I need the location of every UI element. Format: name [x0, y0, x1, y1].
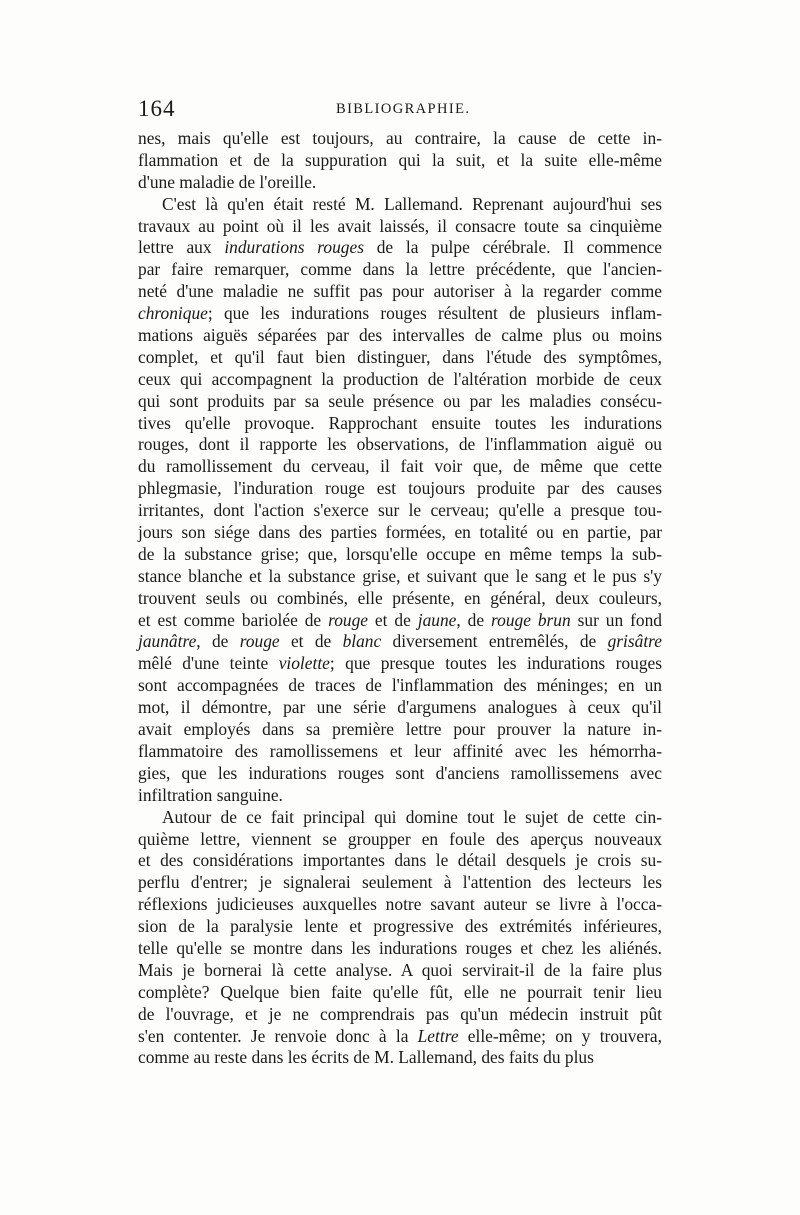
- text-line: sion de la paralysie lente et progressive des extrémités inférieures,: [138, 916, 662, 937]
- text-line: lettre aux indurations rouges de la pulpe cérébrale. Il commence: [138, 237, 663, 258]
- text-line: quième lettre, viennent se groupper en foule des aperçus nouveaux: [138, 828, 662, 849]
- text-line: ceux qui accompagnent la production de l'altération morbide de ceux: [138, 368, 662, 389]
- paragraph-autour: [138, 807, 662, 1070]
- text-line: Autour de ce fait principal qui domine tout le sujet de cette cin-: [162, 806, 662, 827]
- text-line: sont accompagnées de traces de l'inflammation des méninges; en un: [138, 675, 662, 696]
- text-line: stance blanche et la substance grise, et suivant que le sang et le pus s'y: [138, 565, 662, 586]
- text-line: trouvent seuls ou combinés, elle présente, en général, deux couleurs,: [138, 587, 662, 608]
- text-line: telle qu'elle se montre dans les indurations rouges et chez les aliénés.: [138, 937, 662, 958]
- text-line: tives qu'elle provoque. Rapprochant ensuite toutes les indurations: [138, 412, 662, 433]
- text-line: comme au reste dans les écrits de M. Lallemand, des faits du plus: [138, 1047, 594, 1068]
- text-line: chronique; que les indurations rouges résultent de plusieurs inflam-: [138, 303, 662, 324]
- text-line: mot, il démontre, par une série d'argumens analogues à ceux qu'il: [138, 697, 662, 718]
- text-line: réflexions judicieuses auxquelles notre savant auteur se livre à l'occa-: [138, 894, 662, 915]
- text-line: mêlé d'une teinte violette; que presque toutes les indurations rouges: [138, 653, 662, 674]
- paragraph-continuation: [138, 128, 662, 194]
- page-number: 164: [138, 96, 176, 121]
- text-line: phlegmasie, l'induration rouge est toujours produite par des causes: [138, 478, 662, 499]
- text-line: qui sont produits par sa seule présence ou par les maladies consécu-: [138, 390, 662, 411]
- text-line: et des considérations importantes dans le détail desquels je crois su-: [138, 850, 662, 871]
- text-line: Mais je bornerai là cette analyse. A quoi servirait-il de la faire plus: [138, 959, 662, 980]
- text-line: infiltration sanguine.: [138, 784, 283, 805]
- running-head: BIBLIOGRAPHIE.: [336, 101, 471, 117]
- text-line: de la substance grise; que, lorsqu'elle occupe en même temps la sub-: [138, 543, 662, 564]
- text-line: s'en contenter. Je renvoie donc à la Lettre elle-même; on y trouvera,: [138, 1025, 663, 1046]
- text-line: travaux au point où il les avait laissés, il consacre toute sa cinquième: [138, 215, 662, 236]
- text-line: nes, mais qu'elle est toujours, au contraire, la cause de cette in-: [138, 128, 662, 148]
- paragraph-lallemand: [138, 194, 662, 807]
- text-line: flammatoire des ramollissemens et leur affinité avec les hémorrha-: [138, 740, 662, 761]
- text-line: et est comme bariolée de rouge et de jaune, de rouge brun sur un fond: [138, 609, 662, 630]
- text-line: rouges, dont il rapporte les observations, de l'inflammation aiguë ou: [138, 434, 662, 455]
- text-line: complet, et qu'il faut bien distinguer, dans l'étude des symptômes,: [138, 346, 662, 367]
- text-line: d'une maladie de l'oreille.: [138, 171, 317, 192]
- text-line: C'est là qu'en était resté M. Lallemand. Reprenant aujourd'hui ses: [162, 193, 662, 214]
- text-line: jours son siége dans des parties formées, en totalité ou en partie, par: [138, 522, 662, 543]
- text-line: par faire remarquer, comme dans la lettre précédente, que l'ancien-: [138, 259, 662, 280]
- text-line: neté d'une maladie ne suffit pas pour autoriser à la regarder comme: [138, 281, 662, 302]
- text-line: mations aiguës séparées par des intervalles de calme plus ou moins: [138, 325, 662, 346]
- text-line: irritantes, dont l'action s'exerce sur le cerveau; qu'elle a presque tou-: [138, 500, 662, 521]
- text-line: de l'ouvrage, et je ne comprendrais pas qu'un médecin instruit pût: [138, 1003, 662, 1024]
- text-line: complète? Quelque bien faite qu'elle fût, elle ne pourrait tenir lieu: [138, 981, 662, 1002]
- body-text: [138, 128, 662, 1069]
- text-line: flammation et de la suppuration qui la suit, et la suite elle-même: [138, 149, 662, 170]
- page-header: [138, 96, 663, 126]
- text-line: perflu d'entrer; je signalerai seulement à l'attention des lecteurs les: [138, 872, 662, 893]
- text-line: avait employés dans sa première lettre pour prouver la nature in-: [138, 719, 662, 740]
- text-line: jaunâtre, de rouge et de blanc diversement entremêlés, de grisâtre: [138, 631, 662, 652]
- text-line: gies, que les indurations rouges sont d'anciens ramollissemens avec: [138, 762, 662, 783]
- text-line: du ramollissement du cerveau, il fait voir que, de même que cette: [138, 456, 662, 477]
